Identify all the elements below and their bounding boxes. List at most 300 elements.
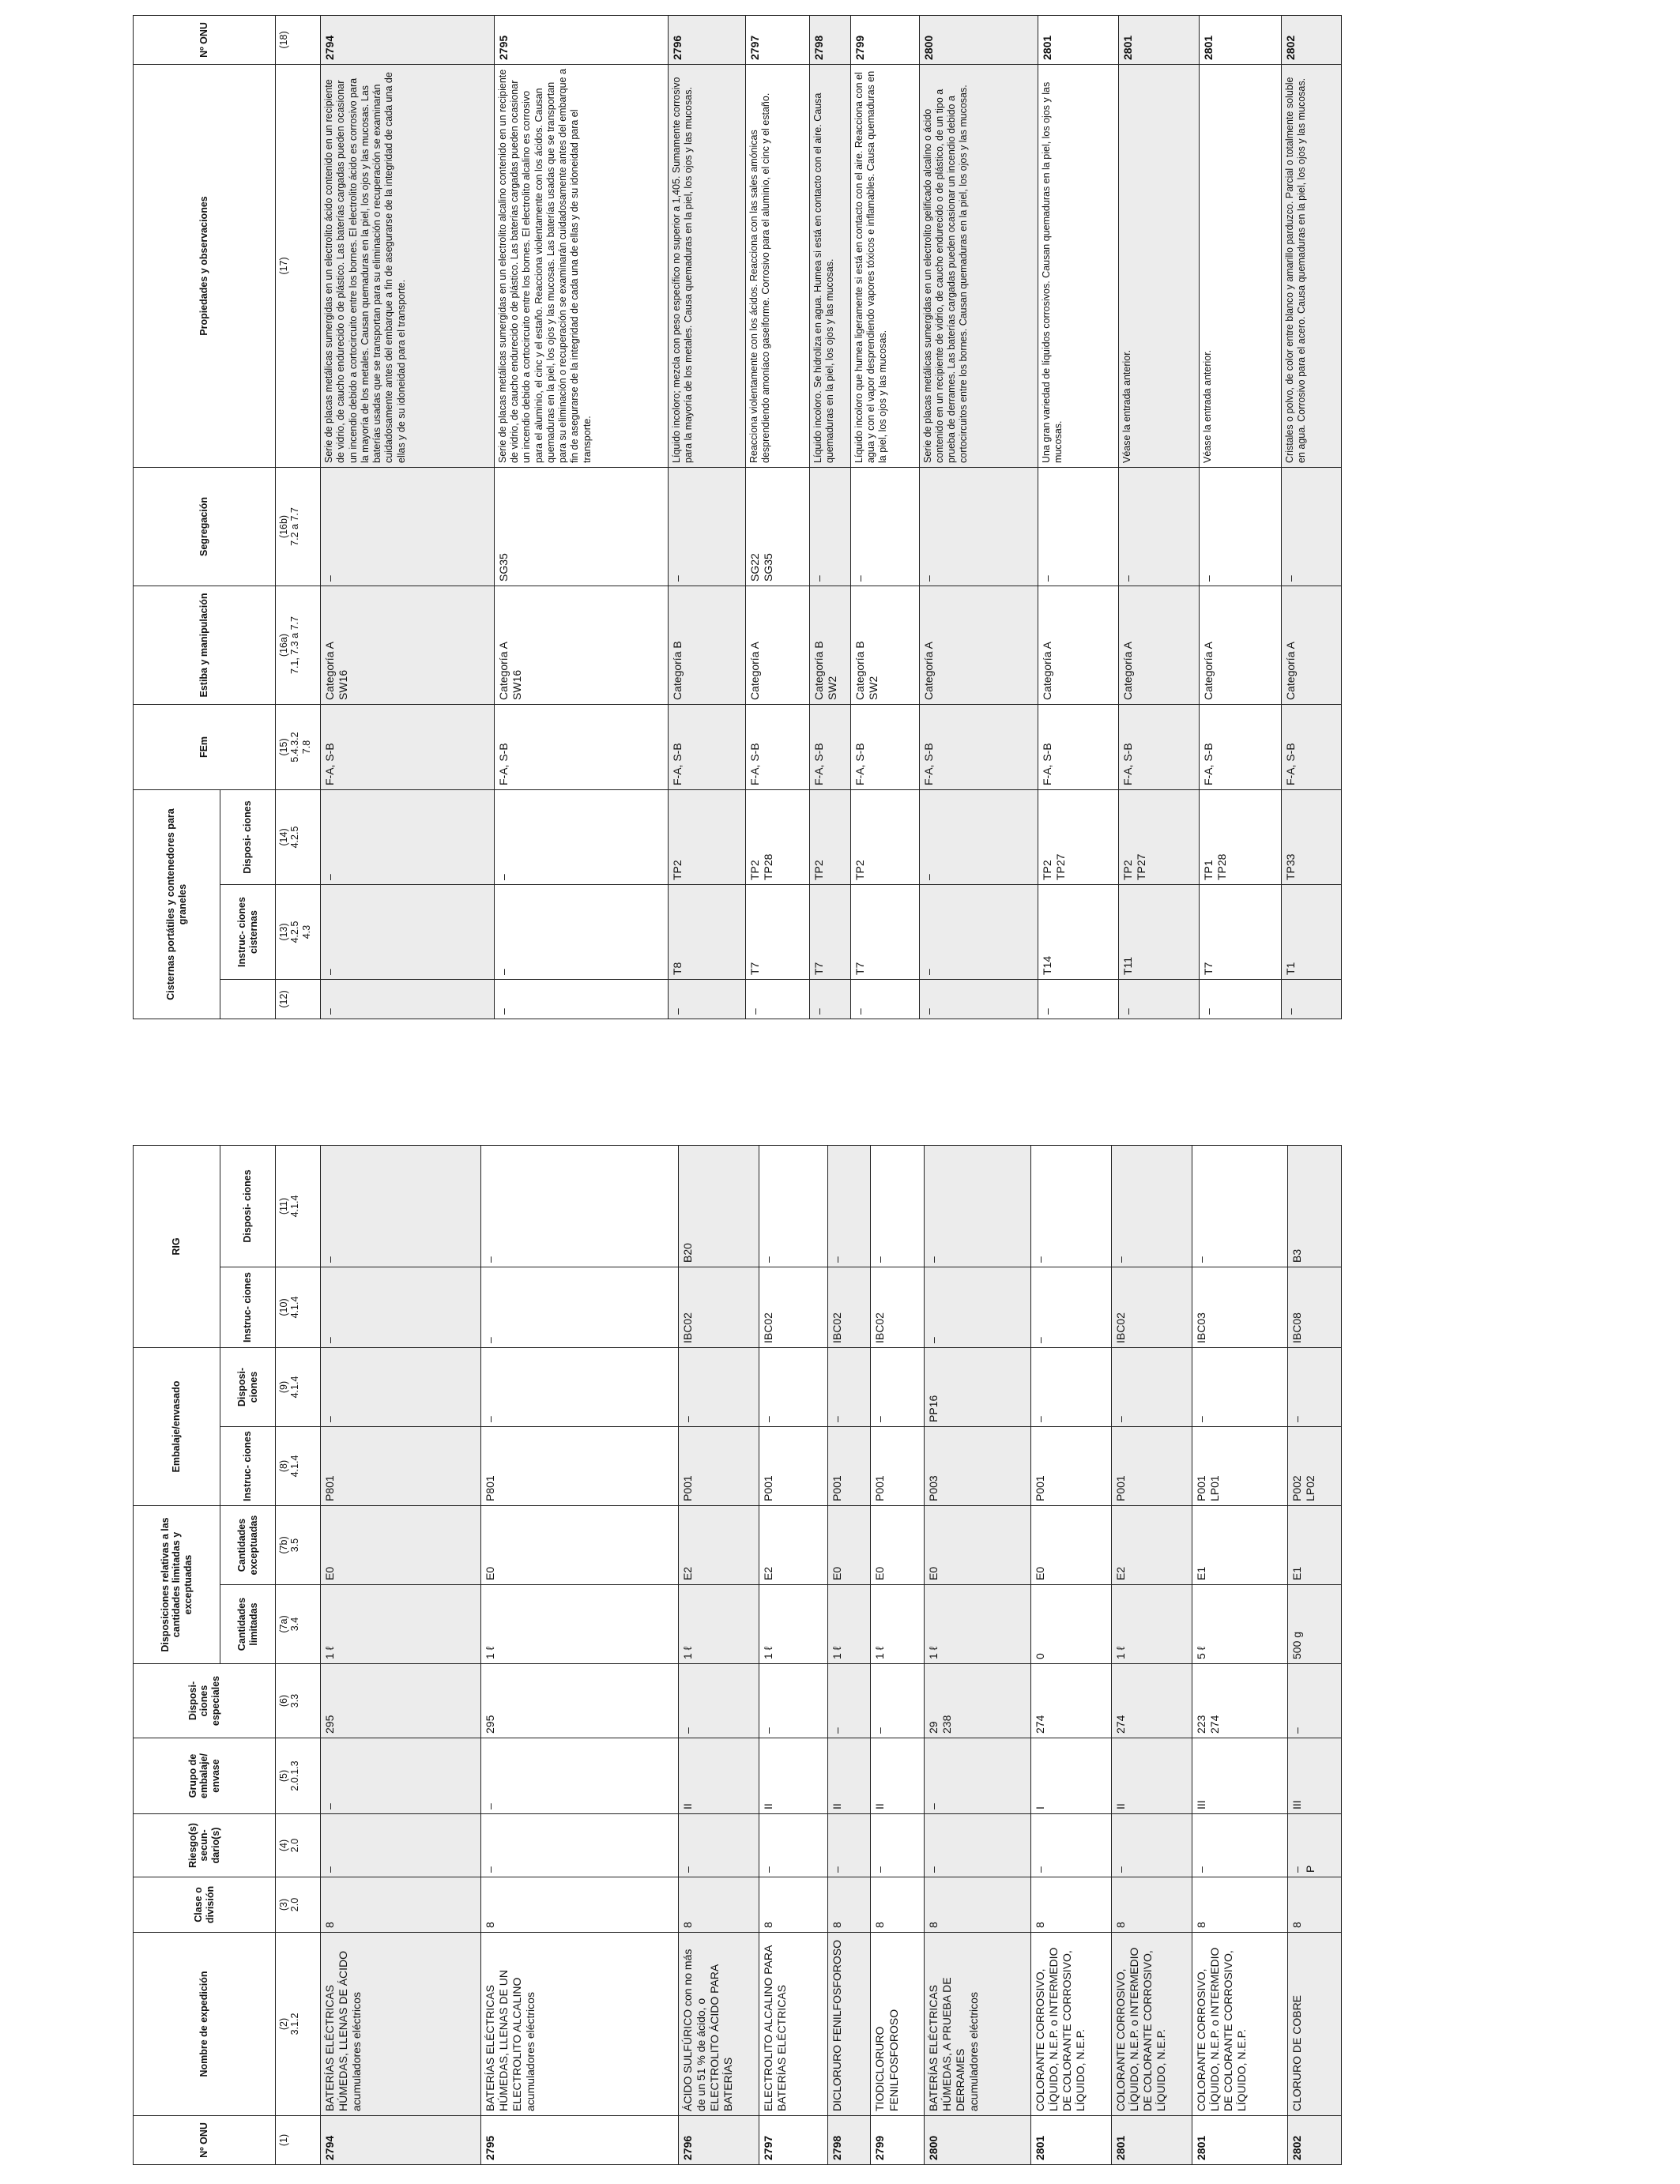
ems-cell: F-A, S-B — [1118, 705, 1199, 790]
column-reference-8: (18) — [276, 16, 321, 65]
limited-qty-cell: 1 ℓ — [321, 1585, 481, 1664]
tank-provisions-cell: TP1 TP28 — [1199, 790, 1281, 885]
table-row — [1118, 16, 1199, 1019]
shipping-name-upper: BATERÍAS ELÉCTRICAS HÚMEDAS, LLENAS DE ÁCIDO — [323, 1950, 350, 2111]
shipping-name-upper: COLORANTE CORROSIVO, LÍQUIDO, N.E.P. o INTERMEDIO DE COLORANTE CORROSIVO, LÍQUIDO, N.E.P. — [1113, 1947, 1168, 2111]
col-header-tank-instructions: Instruc- ciones cisternas — [220, 885, 276, 980]
col-header-un-no-right: Nº ONU — [134, 16, 276, 65]
limited-qty-cell: 500 g — [1288, 1585, 1342, 1664]
pkg-provisions-cell: – — [759, 1347, 828, 1426]
pkg-provisions-cell: – — [321, 1347, 481, 1426]
shipping-name-upper: DICLORURO FENILFOSFOROSO — [831, 1939, 844, 2111]
un-number-cell: 2801 — [1031, 2116, 1112, 2165]
excepted-qty-cell: E1 — [1288, 1505, 1342, 1584]
segregation-cell: – — [809, 468, 850, 586]
class-cell: 8 — [480, 1877, 678, 1933]
table-row — [480, 1145, 678, 2164]
col-header-pkg-provisions: Disposi- ciones — [220, 1347, 276, 1426]
properties-cell: Reacciona violentamente con los ácidos. Reacciona con las sales amónicas desprendiendo amoníaco gaseiforme. Corrosivo para el aluminio, el cinc y el estaño. — [745, 65, 809, 468]
col-header-special-provisions: Disposi- ciones especiales — [134, 1664, 276, 1738]
un-number-cell: 2801 — [1111, 2116, 1192, 2165]
ems-cell: F-A, S-B — [668, 705, 745, 790]
tank-provisions-cell: TP2 TP27 — [1118, 790, 1199, 885]
column-reference-9: (8) 4.1.4 — [276, 1426, 321, 1505]
stowage-cell: Categoría B SW2 — [850, 586, 919, 705]
segregation-cell: – — [1118, 468, 1199, 586]
un-number-cell-right: 2794 — [321, 16, 495, 65]
shipping-name-upper: BATERÍAS ELÉCTRICAS HÚMEDAS, LLENAS DE UN ELECTROLITO ALCALINO — [483, 1970, 523, 2111]
packing-group-cell: III — [1192, 1738, 1288, 1814]
packing-group-cell: I — [1031, 1738, 1112, 1814]
class-cell: 8 — [871, 1877, 925, 1933]
pkg-instructions-cell: P003 — [924, 1426, 1030, 1505]
stowage-cell: Categoría A — [1281, 586, 1341, 705]
ems-cell: F-A, S-B — [1038, 705, 1118, 790]
shipping-name-cell — [759, 1933, 828, 2116]
sub-risk-cell: – — [1192, 1814, 1288, 1877]
ibc-provisions-cell: – — [480, 1145, 678, 1267]
ems-cell: F-A, S-B — [850, 705, 919, 790]
special-provisions-cell: 295 — [480, 1664, 678, 1738]
table-row — [668, 16, 745, 1019]
ibc-instructions-cell: IBC02 — [678, 1267, 759, 1347]
tank-instructions-cell: T7 — [850, 885, 919, 980]
column-reference-row — [276, 1145, 321, 2164]
pkg-provisions-cell: – — [828, 1347, 871, 1426]
sub-risk-cell: – — [480, 1814, 678, 1877]
ibc-provisions-cell: B20 — [678, 1145, 759, 1267]
class-cell: 8 — [759, 1877, 828, 1933]
tank-instructions-cell: – — [321, 885, 495, 980]
table-row — [871, 1145, 925, 2164]
un-number-cell-right: 2795 — [494, 16, 668, 65]
pkg-provisions-cell: – — [678, 1347, 759, 1426]
tank-instructions-cell: T7 — [1199, 885, 1281, 980]
sub-risk-cell: – — [828, 1814, 871, 1877]
class-cell: 8 — [828, 1877, 871, 1933]
shipping-name-upper: COLORANTE CORROSIVO, LÍQUIDO, N.E.P. o INTERMEDIO DE COLORANTE CORROSIVO, LÍQUIDO, N.E.P. — [1034, 1947, 1087, 2111]
un-number-cell: 2801 — [1192, 2116, 1288, 2165]
segregation-cell: – — [1038, 468, 1118, 586]
segregation-cell: SG35 — [494, 468, 668, 586]
table-row — [321, 1145, 481, 2164]
un-number-cell: 2796 — [678, 2116, 759, 2165]
excepted-qty-cell: E0 — [480, 1505, 678, 1584]
tank-instructions-cell: T7 — [809, 885, 850, 980]
limited-qty-cell: 1 ℓ — [1111, 1585, 1192, 1664]
table-row — [1199, 16, 1281, 1019]
segregation-cell: – — [668, 468, 745, 586]
table-row — [1288, 1145, 1342, 2164]
pkg-provisions-cell: – — [1192, 1347, 1288, 1426]
tank-instructions-cell: T14 — [1038, 885, 1118, 980]
col-header-stowage: Estiba y manipulación — [134, 586, 276, 705]
ems-cell: F-A, S-B — [809, 705, 850, 790]
sub-risk-cell: – — [759, 1814, 828, 1877]
properties-cell: Serie de placas metálicas sumergidas en un electrolito ácido contenido en un recipiente de vidrio, de caucho endurecido o de plástico. Las baterías cargadas pueden ocasionar un incendio debido a cortocircuito entre los bornes. El electrolito ácido es corrosivo para la mayoría de los metales. Causan quemaduras en la piel, los ojos y las mucosas. Las baterías usadas que se transportan para su eliminación o recuperación se examinarán cuidadosamente antes del embarque a fin de asegurarse de la integridad de cada una de ellas y de su idoneidad para el transporte. — [321, 65, 495, 468]
ibc-provisions-cell: – — [1111, 1145, 1192, 1267]
table-row — [678, 1145, 759, 2164]
ibc-provisions-cell: – — [828, 1145, 871, 1267]
ibc-instructions-cell: IBC02 — [1111, 1267, 1192, 1347]
column-reference-8: (7b) 3.5 — [276, 1505, 321, 1584]
col-header-packaging: Embalaje/envasado — [134, 1347, 220, 1505]
un-number-cell-right: 2801 — [1199, 16, 1281, 65]
col-header-pkg-instructions: Instruc- ciones — [220, 1426, 276, 1505]
shipping-name-upper: COLORANTE CORROSIVO, LÍQUIDO, N.E.P. o INTERMEDIO DE COLORANTE CORROSIVO, LÍQUIDO, N.E.P. — [1194, 1947, 1248, 2111]
ibc-instructions-cell: IBC08 — [1288, 1267, 1342, 1347]
pkg-instructions-cell: P002 LP02 — [1288, 1426, 1342, 1505]
column-reference-6: (16b) 7.2 a 7.7 — [276, 468, 321, 586]
col12-cell: – — [1281, 980, 1341, 1019]
pkg-instructions-cell: P001 — [828, 1426, 871, 1505]
shipping-name-upper: CLORURO DE COBRE — [1290, 1994, 1304, 2111]
excepted-qty-cell: E0 — [828, 1505, 871, 1584]
limited-qty-cell: 1 ℓ — [871, 1585, 925, 1664]
col-header-tank-provisions: Disposi- ciones — [220, 790, 276, 885]
ibc-instructions-cell: – — [321, 1267, 481, 1347]
table-columns-12-18 — [133, 15, 1342, 1019]
shipping-name-cell — [1111, 1933, 1192, 2116]
class-cell: 8 — [678, 1877, 759, 1933]
special-provisions-cell: 295 — [321, 1664, 481, 1738]
packing-group-cell: III — [1288, 1738, 1342, 1814]
table-row — [850, 16, 919, 1019]
sub-risk-cell: – — [678, 1814, 759, 1877]
sub-risk-cell: – — [1111, 1814, 1192, 1877]
table-row — [809, 16, 850, 1019]
pkg-provisions-cell: – — [1031, 1347, 1112, 1426]
packing-group-cell: II — [828, 1738, 871, 1814]
col-header-excepted-qty: Cantidades exceptuadas — [220, 1505, 276, 1584]
special-provisions-cell: 223 274 — [1192, 1664, 1288, 1738]
excepted-qty-cell: E2 — [678, 1505, 759, 1584]
limited-qty-cell: 1 ℓ — [759, 1585, 828, 1664]
shipping-name-upper: BATERÍAS ELÉCTRICAS HÚMEDAS, A PRUEBA DE DERRAMES — [926, 1977, 967, 2111]
properties-cell: Líquido incoloro que humea ligeramente si está en contacto con el aire. Reacciona con el agua y con el vapor desprendiendo vapores tóxicos e inflamables. Causa quemaduras en la piel, los ojos y las mucosas. — [850, 65, 919, 468]
limited-qty-cell: 5 ℓ — [1192, 1585, 1288, 1664]
special-provisions-cell: 274 — [1031, 1664, 1112, 1738]
segregation-cell: – — [1281, 468, 1341, 586]
pkg-instructions-cell: P801 — [480, 1426, 678, 1505]
stowage-cell: Categoría A — [1199, 586, 1281, 705]
pkg-instructions-cell: P001 — [759, 1426, 828, 1505]
sub-risk-cell: – — [924, 1814, 1030, 1877]
column-reference-row-right — [276, 16, 321, 1019]
column-reference-5: (5) 2.0.1.3 — [276, 1738, 321, 1814]
excepted-qty-cell: E0 — [1031, 1505, 1112, 1584]
col12-cell: – — [321, 980, 495, 1019]
ems-cell: F-A, S-B — [1199, 705, 1281, 790]
stowage-cell: Categoría B — [668, 586, 745, 705]
ibc-instructions-cell: – — [1031, 1267, 1112, 1347]
packing-group-cell: – — [480, 1738, 678, 1814]
segregation-cell: – — [1199, 468, 1281, 586]
table-body-left — [321, 1145, 1342, 2164]
pkg-instructions-cell: P001 LP01 — [1192, 1426, 1288, 1505]
sub-risk-cell: – P — [1288, 1814, 1342, 1877]
pkg-provisions-cell: – — [480, 1347, 678, 1426]
tank-provisions-cell: TP2 — [809, 790, 850, 885]
tank-instructions-cell: – — [919, 885, 1038, 980]
shipping-name-cell — [871, 1933, 925, 2116]
tank-instructions-cell: – — [494, 885, 668, 980]
shipping-name-upper: ELECTROLITO ALCALINO PARA BATERÍAS ELÉCTRICAS — [761, 1945, 788, 2111]
stowage-cell: Categoría A SW16 — [321, 586, 495, 705]
ibc-provisions-cell: – — [1031, 1145, 1112, 1267]
col-header-ems: FEm — [134, 705, 276, 790]
col12-cell: – — [1199, 980, 1281, 1019]
un-number-cell: 2797 — [759, 2116, 828, 2165]
ibc-instructions-cell: IBC02 — [759, 1267, 828, 1347]
column-reference-5: (16a) 7.1, 7.3 a 7.7 — [276, 586, 321, 705]
table-body-right — [321, 16, 1342, 1019]
table-row — [1031, 1145, 1112, 2164]
class-cell: 8 — [1111, 1877, 1192, 1933]
un-number-cell-right: 2801 — [1118, 16, 1199, 65]
col-header-limited-excepted: Disposiciones relativas a las cantidades limitadas y exceptuadas — [134, 1505, 220, 1663]
special-provisions-cell: – — [828, 1664, 871, 1738]
tank-provisions-cell: TP33 — [1281, 790, 1341, 885]
tank-instructions-cell: T8 — [668, 885, 745, 980]
tank-provisions-cell: TP2 TP27 — [1038, 790, 1118, 885]
un-number-cell: 2802 — [1288, 2116, 1342, 2165]
table-row — [919, 16, 1038, 1019]
class-cell: 8 — [924, 1877, 1030, 1933]
special-provisions-cell: – — [1288, 1664, 1342, 1738]
segregation-cell: SG22 SG35 — [745, 468, 809, 586]
limited-qty-cell: 0 — [1031, 1585, 1112, 1664]
tank-provisions-cell: – — [321, 790, 495, 885]
pkg-instructions-cell: P001 — [678, 1426, 759, 1505]
limited-qty-cell: 1 ℓ — [678, 1585, 759, 1664]
shipping-name-cell — [1192, 1933, 1288, 2116]
table-row — [321, 16, 495, 1019]
ems-cell: F-A, S-B — [1281, 705, 1341, 790]
ibc-instructions-cell: – — [924, 1267, 1030, 1347]
dangerous-goods-table-part-2 — [133, 16, 1342, 1019]
column-reference-1: (1) — [276, 2116, 321, 2165]
un-number-cell: 2795 — [480, 2116, 678, 2165]
column-reference-7: (17) — [276, 65, 321, 468]
table-row — [1281, 16, 1341, 1019]
column-reference-3: (3) 2.0 — [276, 1877, 321, 1933]
stowage-cell: Categoría A — [1038, 586, 1118, 705]
un-number-cell: 2794 — [321, 2116, 481, 2165]
shipping-name-cell — [678, 1933, 759, 2116]
stowage-cell: Categoría A SW16 — [494, 586, 668, 705]
properties-cell: Cristales o polvo, de color entre blanco y amarillo parduzco. Parcial o totalmente soluble en agua. Corrosivo para el acero. Causa quemaduras en la piel, los ojos y las mucosas. — [1281, 65, 1341, 468]
col-header-blank-12 — [220, 980, 276, 1019]
class-cell: 8 — [321, 1877, 481, 1933]
col12-cell: – — [494, 980, 668, 1019]
tank-provisions-cell: – — [919, 790, 1038, 885]
dangerous-goods-table-part-1 — [133, 1146, 1342, 2165]
un-number-cell: 2799 — [871, 2116, 925, 2165]
un-number-cell-right: 2796 — [668, 16, 745, 65]
ibc-instructions-cell: IBC02 — [871, 1267, 925, 1347]
un-number-cell-right: 2802 — [1281, 16, 1341, 65]
col-header-limited-qty: Cantidades limitadas — [220, 1585, 276, 1664]
stowage-cell: Categoría A — [1118, 586, 1199, 705]
col-header-ibc-instructions: Instruc- ciones — [220, 1267, 276, 1347]
col-header-ibc-provisions: Disposi- ciones — [220, 1145, 276, 1267]
un-number-cell-right: 2797 — [745, 16, 809, 65]
un-number-cell-right: 2799 — [850, 16, 919, 65]
pkg-provisions-cell: – — [1288, 1347, 1342, 1426]
properties-cell: Una gran variedad de líquidos corrosivos. Causan quemaduras en la piel, los ojos y las mucosas. — [1038, 65, 1118, 468]
sub-risk-cell: – — [871, 1814, 925, 1877]
pkg-instructions-cell: P801 — [321, 1426, 481, 1505]
properties-cell: Véase la entrada anterior. — [1199, 65, 1281, 468]
column-reference-2: (13) 4.2.5 4.3 — [276, 885, 321, 980]
special-provisions-cell: – — [678, 1664, 759, 1738]
col-header-shipping-name: Nombre de expedición — [134, 1933, 276, 2116]
shipping-name-cell — [1288, 1933, 1342, 2116]
col-header-tanks: Cisternas portátiles y contenedores para graneles — [134, 790, 220, 1019]
column-reference-4: (4) 2.0 — [276, 1814, 321, 1877]
stowage-cell: Categoría A — [919, 586, 1038, 705]
col-header-properties: Propiedades y observaciones — [134, 65, 276, 468]
table-row — [759, 1145, 828, 2164]
shipping-name-upper: TIODICLORURO FENILFOSFOROSO — [873, 2009, 900, 2111]
shipping-name-cell — [1031, 1933, 1112, 2116]
pkg-provisions-cell: – — [871, 1347, 925, 1426]
packing-group-cell: II — [678, 1738, 759, 1814]
col12-cell: – — [1118, 980, 1199, 1019]
segregation-cell: – — [850, 468, 919, 586]
column-reference-3: (14) 4.2.5 — [276, 790, 321, 885]
table-columns-1-11 — [133, 1145, 1342, 2165]
ems-cell: F-A, S-B — [745, 705, 809, 790]
ibc-provisions-cell: – — [759, 1145, 828, 1267]
col-header-sub-risk: Riesgo(s) secun- dario(s) — [134, 1814, 276, 1877]
shipping-name-cell — [924, 1933, 1030, 2116]
shipping-name-upper: ÁCIDO SULFÚRICO con no más de un 51 % de ácido, o ELECTROLITO ÁCIDO PARA BATERÍAS — [680, 1949, 734, 2111]
shipping-name-lower: acumuladores eléctricos — [523, 1992, 537, 2111]
properties-cell: Líquido incoloro. Se hidroliza en agua. Humea si está en contacto con el aire. Causa quemaduras en la piel, los ojos y las mucosas. — [809, 65, 850, 468]
special-provisions-cell: 274 — [1111, 1664, 1192, 1738]
shipping-name-cell — [480, 1933, 678, 2116]
ibc-instructions-cell: IBC02 — [828, 1267, 871, 1347]
properties-cell: Serie de placas metálicas sumergidas en un electrolito gelificado alcalino o ácido contenido en un recipiente de vidrio, de caucho endurecido o de plástico, de un tipo a prueba de derrames. Las baterías cargadas pueden ocasionar un incendio debido a cortocircuitos entre los bornes. Causan quemaduras en la piel, los ojos y las mucosas. — [919, 65, 1038, 468]
col-header-segregation: Segregación — [134, 468, 276, 586]
excepted-qty-cell: E0 — [871, 1505, 925, 1584]
tank-provisions-cell: TP2 — [850, 790, 919, 885]
packing-group-cell: II — [759, 1738, 828, 1814]
shipping-name-lower: acumuladores eléctricos — [967, 1992, 981, 2111]
packing-group-cell: – — [924, 1738, 1030, 1814]
pkg-provisions-cell: PP16 — [924, 1347, 1030, 1426]
pkg-instructions-cell: P001 — [1031, 1426, 1112, 1505]
column-reference-11: (10) 4.1.4 — [276, 1267, 321, 1347]
packing-group-cell: II — [871, 1738, 925, 1814]
special-provisions-cell: – — [759, 1664, 828, 1738]
table-row — [924, 1145, 1030, 2164]
tank-instructions-cell: T11 — [1118, 885, 1199, 980]
table-row — [1192, 1145, 1288, 2164]
table-row — [1111, 1145, 1192, 2164]
tank-provisions-cell: TP2 TP28 — [745, 790, 809, 885]
shipping-name-lower: acumuladores eléctricos — [350, 1992, 363, 2111]
ibc-provisions-cell: – — [871, 1145, 925, 1267]
properties-cell: Líquido incoloro; mezcla con peso específico no superior a 1,405. Sumamente corrosivo para la mayoría de los metales. Causa quemaduras en la piel, los ojos y las mucosas. — [668, 65, 745, 468]
column-reference-2: (2) 3.1.2 — [276, 1933, 321, 2116]
shipping-name-cell — [321, 1933, 481, 2116]
tank-provisions-cell: TP2 — [668, 790, 745, 885]
excepted-qty-cell: E1 — [1192, 1505, 1288, 1584]
ibc-instructions-cell: IBC03 — [1192, 1267, 1288, 1347]
pkg-instructions-cell: P001 — [1111, 1426, 1192, 1505]
sub-risk-cell: – — [321, 1814, 481, 1877]
excepted-qty-cell: E2 — [1111, 1505, 1192, 1584]
un-number-cell: 2798 — [828, 2116, 871, 2165]
limited-qty-cell: 1 ℓ — [480, 1585, 678, 1664]
table-row — [828, 1145, 871, 2164]
column-reference-7: (7a) 3.4 — [276, 1585, 321, 1664]
limited-qty-cell: 1 ℓ — [924, 1585, 1030, 1664]
column-reference-6: (6) 3.3 — [276, 1664, 321, 1738]
excepted-qty-cell: E0 — [321, 1505, 481, 1584]
table-row — [494, 16, 668, 1019]
special-provisions-cell: – — [871, 1664, 925, 1738]
un-number-cell-right: 2798 — [809, 16, 850, 65]
col12-cell: – — [919, 980, 1038, 1019]
segregation-cell: – — [321, 468, 495, 586]
shipping-name-cell — [828, 1933, 871, 2116]
ibc-provisions-cell: B3 — [1288, 1145, 1342, 1267]
ems-cell: F-A, S-B — [321, 705, 495, 790]
segregation-cell: – — [919, 468, 1038, 586]
ems-cell: F-A, S-B — [919, 705, 1038, 790]
class-cell: 8 — [1288, 1877, 1342, 1933]
class-cell: 8 — [1031, 1877, 1112, 1933]
class-cell: 8 — [1192, 1877, 1288, 1933]
special-provisions-cell: 29 238 — [924, 1664, 1030, 1738]
un-number-cell: 2800 — [924, 2116, 1030, 2165]
stowage-cell: Categoría B SW2 — [809, 586, 850, 705]
pkg-instructions-cell: P001 — [871, 1426, 925, 1505]
tank-instructions-cell: T7 — [745, 885, 809, 980]
stowage-cell: Categoría A — [745, 586, 809, 705]
col-header-ibc: RIG — [134, 1145, 220, 1347]
un-number-cell-right: 2801 — [1038, 16, 1118, 65]
pkg-provisions-cell: – — [1111, 1347, 1192, 1426]
table-row — [745, 16, 809, 1019]
tank-provisions-cell: – — [494, 790, 668, 885]
col-header-packing-group: Grupo de embalaje/ envase — [134, 1738, 276, 1814]
limited-qty-cell: 1 ℓ — [828, 1585, 871, 1664]
col-header-un-no: Nº ONU — [134, 2116, 276, 2165]
ibc-provisions-cell: – — [1192, 1145, 1288, 1267]
ibc-provisions-cell: – — [924, 1145, 1030, 1267]
excepted-qty-cell: E0 — [924, 1505, 1030, 1584]
column-reference-4: (15) 5.4.3.2 7.8 — [276, 705, 321, 790]
table-row — [1038, 16, 1118, 1019]
col-header-class: Clase o división — [134, 1877, 276, 1933]
sub-risk-cell: – — [1031, 1814, 1112, 1877]
col12-cell: – — [809, 980, 850, 1019]
properties-cell: Véase la entrada anterior. — [1118, 65, 1199, 468]
column-reference-12: (11) 4.1.4 — [276, 1145, 321, 1267]
packing-group-cell: II — [1111, 1738, 1192, 1814]
column-reference-10: (9) 4.1.4 — [276, 1347, 321, 1426]
ibc-provisions-cell: – — [321, 1145, 481, 1267]
ibc-instructions-cell: – — [480, 1267, 678, 1347]
un-number-cell-right: 2800 — [919, 16, 1038, 65]
tank-instructions-cell: T1 — [1281, 885, 1341, 980]
col12-cell: – — [745, 980, 809, 1019]
